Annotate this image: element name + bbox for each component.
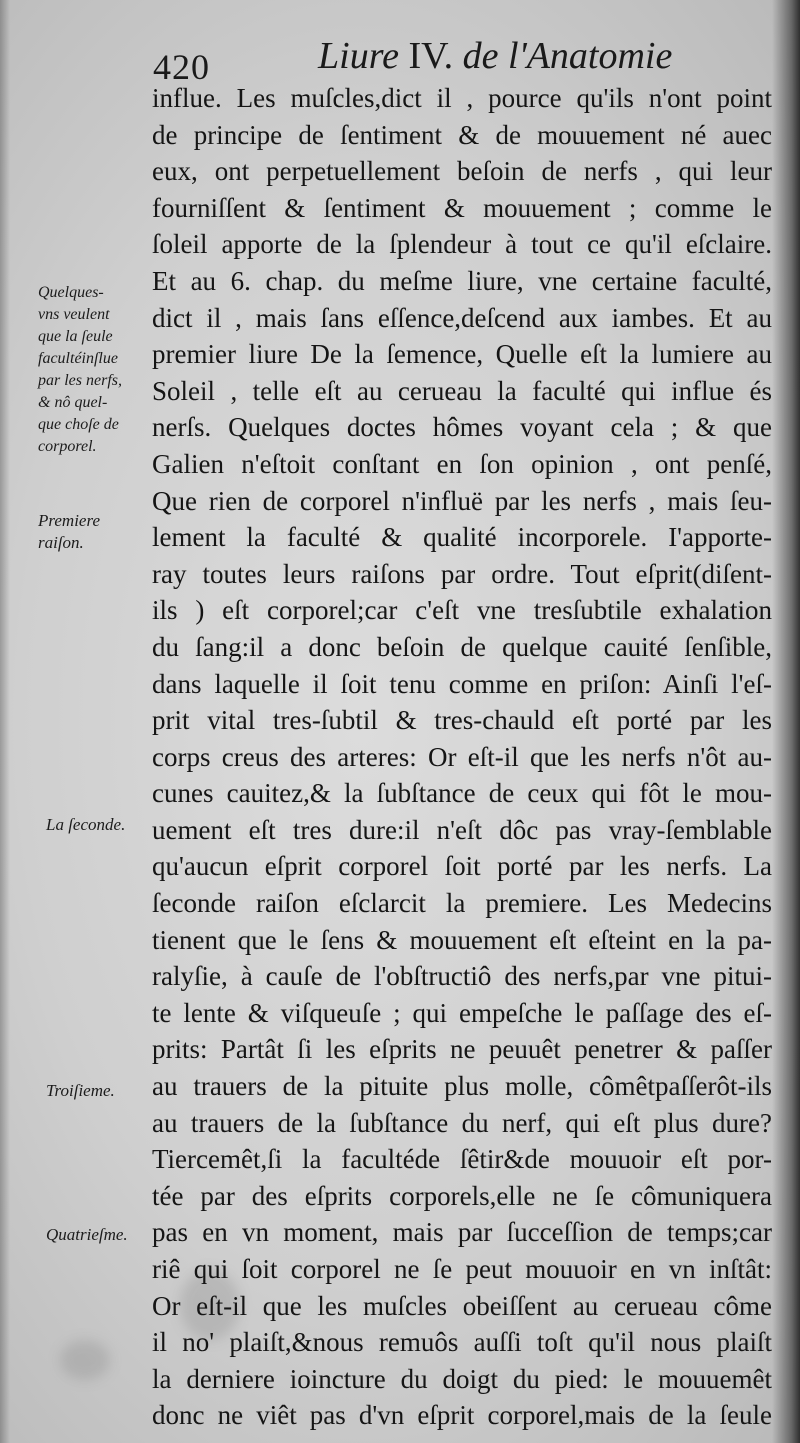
text-line: Et au 6. chap. du meſme liure, vne certaine faculté, — [152, 265, 772, 296]
text-line: la derniere ioincture du doigt du pied: le mouuemêt — [152, 1363, 772, 1394]
text-line: fourniſſent & ſentiment & mouuement ; comme le — [152, 192, 772, 223]
text-line: dict il , mais ſans eſſence,deſcend aux iambes. Et au — [152, 302, 772, 333]
margin-note-line: raiſon. — [38, 533, 84, 552]
margin-note-line: Quelques- — [38, 284, 104, 301]
text-line: corps creus des arteres: Or eſt-il que les nerfs n'ôt au- — [152, 741, 772, 772]
margin-note-line: vns veulent — [38, 306, 110, 323]
text-line: qu'aucun eſprit corporel ſoit porté par les nerfs. La — [152, 851, 772, 882]
margin-note-line: facultéinſlue — [38, 350, 118, 367]
text-line: tée par des eſprits corporels,elle ne ſe cômuniquera — [152, 1180, 772, 1211]
text-line: uement eſt tres dure:il n'eſt dôc pas vray-ſemblable — [152, 814, 772, 845]
margin-note-line: & nô quel- — [38, 394, 108, 411]
text-line: ſoleil apporte de la ſplendeur à tout ce qu'il eſclaire. — [152, 229, 772, 260]
margin-note-line: La ſeconde. — [46, 815, 126, 834]
text-line: ils ) eſt corporel;car c'eſt vne tresſubtile exhalation — [152, 595, 772, 626]
text-line: Que rien de corporel n'influë par les nerfs , mais ſeu- — [152, 485, 772, 516]
text-line: premier liure De la ſemence, Quelle eſt la lumiere au — [152, 339, 772, 370]
margin-note-quelques — [38, 282, 122, 458]
text-line: te lente & viſqueuſe ; qui empeſche le paſſage des eſ- — [152, 997, 772, 1028]
text-line: prit vital tres-ſubtil & tres-chauld eſt porté par les — [152, 705, 772, 736]
margin-note-line: corporel. — [38, 438, 97, 455]
text-line: ralyſie, à cauſe de l'obſtructiô des nerfs,par vne pitui- — [152, 961, 772, 992]
margin-note-line: que la ſeule — [38, 328, 113, 345]
text-line: au trauers de la pituite plus molle, cômêtpaſſerôt-ils — [152, 1071, 772, 1102]
text-line: au trauers de la ſubſtance du nerf, qui eſt plus dure? — [152, 1107, 772, 1138]
text-line: lement la faculté & qualité incorporele. I'apporte- — [152, 522, 772, 553]
binding-shadow — [772, 0, 800, 1443]
margin-note-line: Quatrieſme. — [46, 1225, 128, 1244]
text-line: ſeconde raiſon eſclarcit la premiere. Les Medecins — [152, 888, 772, 919]
text-line: influe. Les muſcles,dict il , pource qu'ils n'ont point — [152, 83, 772, 113]
text-line: Soleil , telle eſt au cerueau la faculté qui influe és — [152, 375, 772, 406]
text-line: il no' plaiſt,&nous remuôs auſſi toſt qu'il nous plaiſt — [152, 1327, 772, 1358]
body-text — [152, 80, 772, 1434]
text-line: eux, ont perpetuellement beſoin de nerfs , qui leur — [152, 156, 772, 187]
text-line: pas en vn moment, mais par ſucceſſion de temps;car — [152, 1217, 772, 1248]
margin-note-seconde — [46, 814, 125, 836]
running-title-liure: Liure — [318, 35, 399, 77]
margin-note-line: par les nerfs, — [38, 372, 122, 389]
margin-note-premiere — [38, 510, 100, 554]
text-line: de principe de ſentiment & de mouuement né auec — [152, 119, 772, 150]
running-title — [318, 34, 672, 78]
margin-note-line: Premiere — [38, 511, 100, 530]
text-line: prits: Partât ſi les eſprits ne peuuêt penetrer & paſſer — [152, 1034, 772, 1065]
text-line: riê qui ſoit corporel ne ſe peut mouuoir en vn inſtât: — [152, 1254, 772, 1284]
text-line: tienent que le ſens & mouuement eſt eſteint en la pa- — [152, 924, 772, 955]
margin-note-quatriesme — [46, 1224, 128, 1246]
text-line: Galien n'eſtoit conſtant en ſon opinion , ont penſé, — [152, 448, 772, 479]
text-line: ray toutes leurs raiſons par ordre. Tout eſprit(diſent- — [152, 558, 772, 589]
text-line: Tiercemêt,ſi la facultéde ſêtir&de mouuoir eſt por- — [152, 1144, 772, 1175]
text-line: donc ne viêt pas d'vn eſprit corporel,mais de la ſeule — [152, 1400, 772, 1431]
running-title-subject: de l'Anatomie — [462, 35, 673, 77]
margin-note-line: que choſe de — [38, 416, 119, 433]
text-line: dans laquelle il ſoit tenu comme en priſon: Ainſi l'eſ- — [152, 668, 772, 699]
text-line: nerſs. Quelques doctes hômes voyant cela ; & que — [152, 412, 772, 443]
margin-note-troisieme — [46, 1080, 115, 1102]
text-line: du ſang:il a donc beſoin de quelque cauité ſenſible, — [152, 631, 772, 662]
running-title-book-number: IV. — [408, 35, 454, 77]
page-number: 420 — [153, 47, 210, 87]
margin-notes — [0, 0, 160, 1443]
margin-note-line: Troiſieme. — [46, 1081, 115, 1100]
text-line: cunes cauitez,& la ſubſtance de ceux qui fôt le mou- — [152, 778, 772, 809]
text-line: Or eſt-il que les muſcles obeiſſent au cerueau côme — [152, 1290, 772, 1321]
